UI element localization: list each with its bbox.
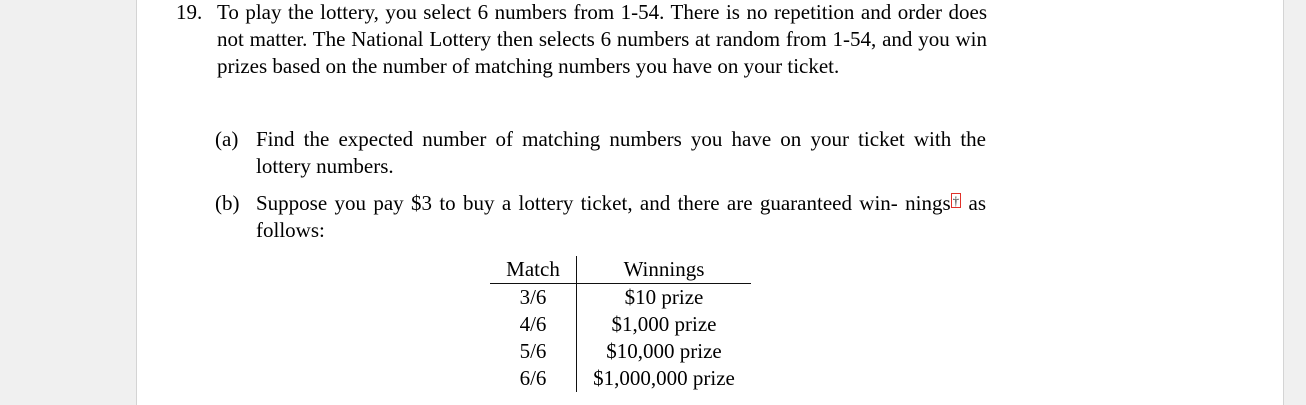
winnings-cell: $1,000,000 prize (593, 366, 735, 390)
part-b-text-after: as follows: (256, 191, 986, 242)
problem-number: 19. (176, 0, 203, 24)
table-row (490, 365, 751, 392)
part-b-text (256, 190, 986, 244)
winnings-cell: $10,000 prize (606, 339, 722, 363)
part-b-label: (b) (215, 191, 240, 215)
match-cell: 5/6 (490, 338, 577, 365)
table-header-row (490, 256, 751, 284)
part-a-text: Find the expected number of matching numbers you have on your ticket with the lottery numbers. (256, 127, 986, 178)
part-b-text-before: Suppose you pay $3 to buy a lottery ticket, and there are guaranteed win- nings (256, 191, 951, 215)
table-row (490, 284, 751, 312)
winnings-cell: $10 prize (624, 285, 704, 309)
match-cell: 4/6 (490, 311, 577, 338)
problem-statement: To play the lottery, you select 6 numbers from 1-54. There is no repetition and order does not matter. The National Lottery then selects 6 numbers at random from 1-54, and you win prizes based on the number of matching numbers you have on your ticket. (217, 0, 987, 78)
header-winnings: Winnings (577, 256, 752, 284)
footnote-link[interactable]: † (952, 193, 960, 208)
table-row (490, 338, 751, 365)
part-a-label: (a) (215, 127, 239, 151)
table-row (490, 311, 751, 338)
match-cell: 6/6 (490, 365, 577, 392)
winnings-cell: $1,000 prize (611, 312, 717, 336)
winnings-table (490, 256, 751, 392)
match-cell: 3/6 (490, 284, 577, 312)
header-match: Match (490, 256, 577, 284)
